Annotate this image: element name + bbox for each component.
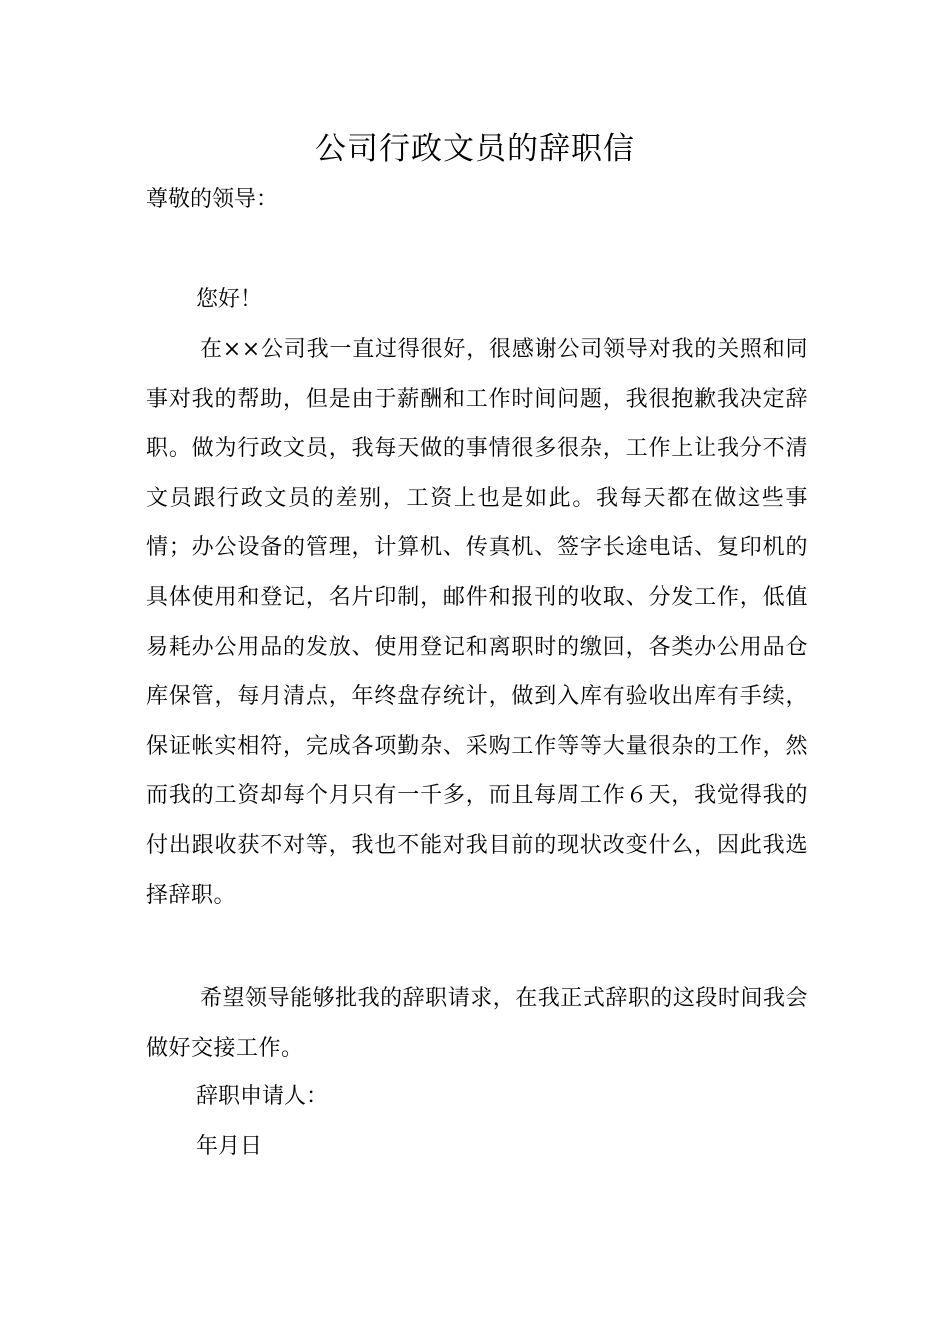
body-paragraph-1: 在××公司我一直过得很好，很感谢公司领导对我的关照和同事对我的帮助，但是由于薪酬和工作时间问题，我很抱歉我决定辞职。做为行政文员，我每天做的事情很多很杂，工作上让我分不清文员跟行政文员的差别，工资上也是如此。我每天都在做这些事情；办公设备的管理，计算机、传真机、签字长途电话、复印机的具体使用和登记，名片印制，邮件和报刊的收取、分发工作，低值易耗办公用品的发放、使用登记和离职时的缴回，各类办公用品仓库保管，每月清点，年终盘存统计，做到入库有验收出库有手续，保证帐实相符，完成各项勤杂、采购工作等等大量很杂的工作，然而我的工资却每个月只有一千多，而且每周工作６天，我觉得我的付出跟收获不对等，我也不能对我目前的现状改变什么，因此我选择辞职。	[146, 337, 808, 908]
greeting: 您好！	[196, 287, 263, 312]
body-paragraph-2: 希望领导能够批我的辞职请求，在我正式辞职的这段时间我会做好交接工作。	[146, 986, 808, 1061]
salutation: 尊敬的领导：	[146, 187, 279, 212]
document-title: 公司行政文员的辞职信	[315, 131, 635, 167]
signature-label: 辞职申请人：	[196, 1084, 329, 1109]
date-label: 年月日	[196, 1134, 263, 1159]
